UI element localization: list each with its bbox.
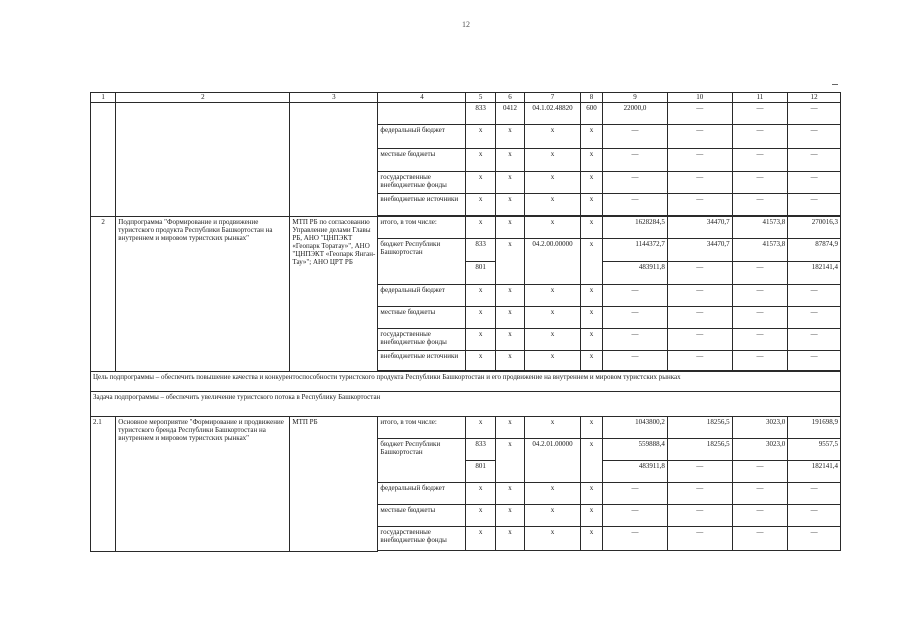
cell: — bbox=[732, 505, 788, 527]
table-row bbox=[91, 217, 841, 239]
cell: 1628284,5 bbox=[603, 217, 668, 239]
cell: x bbox=[580, 439, 602, 483]
cell: x bbox=[525, 505, 581, 527]
cell: x bbox=[580, 307, 602, 329]
cell: — bbox=[788, 483, 841, 505]
cell: x bbox=[580, 217, 602, 239]
header-cell: 10 bbox=[667, 93, 732, 103]
cell: x bbox=[466, 483, 495, 505]
source-cell: местные бюджеты bbox=[378, 149, 466, 172]
cell: 3023,0 bbox=[732, 417, 788, 439]
cell: — bbox=[788, 103, 841, 125]
executor-cell bbox=[290, 103, 378, 217]
cell: 483911,8 bbox=[603, 262, 668, 285]
source-cell: местные бюджеты bbox=[378, 307, 466, 329]
cell: x bbox=[495, 125, 524, 149]
cell: x bbox=[525, 527, 581, 551]
cell: 801 bbox=[466, 461, 495, 483]
cell: — bbox=[788, 505, 841, 527]
cell: 9557,5 bbox=[788, 439, 841, 461]
cell: — bbox=[667, 307, 732, 329]
cell: — bbox=[732, 103, 788, 125]
item-number-cell bbox=[91, 103, 116, 217]
header-cell: 5 bbox=[466, 93, 495, 103]
source-cell: итого, в том числе: bbox=[378, 417, 466, 439]
cell: 04.2.00.00000 bbox=[525, 239, 581, 285]
cell: — bbox=[667, 172, 732, 194]
cell: — bbox=[788, 307, 841, 329]
cell: x bbox=[580, 125, 602, 149]
cell: x bbox=[580, 285, 602, 307]
cell: x bbox=[495, 439, 524, 483]
cell: x bbox=[525, 483, 581, 505]
item-number-cell: 2.1 bbox=[91, 417, 116, 552]
cell: — bbox=[603, 149, 668, 172]
cell: x bbox=[495, 307, 524, 329]
cell: 1144372,7 bbox=[603, 239, 668, 262]
cell: — bbox=[788, 527, 841, 551]
cell: 0412 bbox=[495, 103, 524, 125]
cell: x bbox=[466, 307, 495, 329]
cell: x bbox=[525, 172, 581, 194]
cell: x bbox=[495, 417, 524, 439]
cell: 41573,8 bbox=[732, 239, 788, 262]
cell: 483911,8 bbox=[603, 461, 668, 483]
cell: — bbox=[732, 194, 788, 216]
cell: x bbox=[495, 527, 524, 551]
header-cell: 2 bbox=[116, 93, 290, 103]
source-cell: государственные внебюджетные фонды bbox=[378, 329, 466, 351]
cell: 3023,0 bbox=[732, 439, 788, 461]
cell: 41573,8 bbox=[732, 217, 788, 239]
header-cell: 7 bbox=[525, 93, 581, 103]
table-row bbox=[91, 417, 841, 439]
item-name-cell bbox=[116, 103, 290, 217]
cell: 18256,5 bbox=[667, 439, 732, 461]
source-cell: местные бюджеты bbox=[378, 505, 466, 527]
cell: — bbox=[788, 149, 841, 172]
cell: x bbox=[495, 172, 524, 194]
cell: — bbox=[667, 149, 732, 172]
cell: 34470,7 bbox=[667, 239, 732, 262]
header-cell: 6 bbox=[495, 93, 524, 103]
item-name-cell: Подпрограмма "Формирование и продвижение туристского продукта Республики Башкортостан на внутреннем и мировом туристских рынках" bbox=[116, 217, 290, 372]
cell: — bbox=[788, 194, 841, 216]
cell: — bbox=[603, 307, 668, 329]
cell: — bbox=[603, 527, 668, 551]
cell: x bbox=[580, 505, 602, 527]
cell: 04.2.01.00000 bbox=[525, 439, 581, 483]
cell: — bbox=[667, 103, 732, 125]
source-cell: федеральный бюджет bbox=[378, 285, 466, 307]
cell: x bbox=[580, 239, 602, 285]
cell: x bbox=[525, 329, 581, 351]
cell: — bbox=[603, 194, 668, 216]
cell: x bbox=[580, 329, 602, 351]
source-cell: внебюджетные источники bbox=[378, 351, 466, 371]
cell: x bbox=[525, 194, 581, 216]
source-cell: федеральный бюджет bbox=[378, 125, 466, 149]
cell: x bbox=[466, 285, 495, 307]
cell: x bbox=[466, 194, 495, 216]
cell: — bbox=[603, 172, 668, 194]
table-row bbox=[91, 103, 841, 125]
item-name-cell: Основное мероприятие "Формирование и продвижение туристского бренда Республики Башкортостан на внутреннем и мировом туристских рынках" bbox=[116, 417, 290, 552]
cell: x bbox=[466, 527, 495, 551]
cell: 270016,3 bbox=[788, 217, 841, 239]
source-cell: внебюджетные источники bbox=[378, 194, 466, 216]
cell: — bbox=[732, 285, 788, 307]
source-cell: государственные внебюджетные фонды bbox=[378, 172, 466, 194]
header-cell: 8 bbox=[580, 93, 602, 103]
source-cell: бюджет Республики Башкортостан bbox=[378, 439, 466, 483]
cell: — bbox=[667, 461, 732, 483]
cell: 833 bbox=[466, 239, 495, 262]
header-row bbox=[91, 93, 841, 103]
cell: x bbox=[466, 125, 495, 149]
cell: — bbox=[667, 527, 732, 551]
cell: x bbox=[495, 239, 524, 285]
cell: 04.1.02.48820 bbox=[525, 103, 581, 125]
header-cell: 12 bbox=[788, 93, 841, 103]
executor-cell: МТП РБ по согласованию Управление делами Главы РБ, АНО "ЦНПЭКТ «Геопарк Торатау»", АНО "ЦНПЭКТ «Геопарк Янган-Тау»"; АНО ЦРТ РБ bbox=[290, 217, 378, 372]
cell: x bbox=[580, 149, 602, 172]
cell: x bbox=[466, 149, 495, 172]
cell: 182141,4 bbox=[788, 262, 841, 285]
cell: x bbox=[466, 217, 495, 239]
cell: — bbox=[667, 194, 732, 216]
cell: — bbox=[732, 149, 788, 172]
cell: — bbox=[732, 307, 788, 329]
cell: x bbox=[495, 194, 524, 216]
header-cell: 3 bbox=[290, 93, 378, 103]
cell: x bbox=[580, 194, 602, 216]
cell: 191698,9 bbox=[788, 417, 841, 439]
cell: — bbox=[667, 351, 732, 371]
cell: 559888,4 bbox=[603, 439, 668, 461]
cell: — bbox=[732, 351, 788, 371]
cell: — bbox=[603, 483, 668, 505]
cell: — bbox=[732, 262, 788, 285]
cell: x bbox=[525, 285, 581, 307]
cell: — bbox=[788, 351, 841, 371]
cell: x bbox=[525, 125, 581, 149]
cell: 182141,4 bbox=[788, 461, 841, 483]
cell: x bbox=[525, 351, 581, 371]
cell: x bbox=[580, 483, 602, 505]
cell: x bbox=[580, 527, 602, 551]
subprogram-goal: Цель подпрограммы – обеспечить повышение качества и конкурентоспособности туристского продукта Республики Башкортостан и его продвижение на внутреннем и мировом туристских рынках bbox=[91, 372, 841, 392]
subprogram-task: Задача подпрограммы – обеспечить увеличение туристского потока в Республику Башкортостан bbox=[91, 392, 841, 417]
cell: x bbox=[495, 217, 524, 239]
header-cell: 1 bbox=[91, 93, 116, 103]
cell: 18256,5 bbox=[667, 417, 732, 439]
cell: — bbox=[732, 125, 788, 149]
header-cell: 4 bbox=[378, 93, 466, 103]
item-number-cell: 2 bbox=[91, 217, 116, 372]
cell: x bbox=[525, 217, 581, 239]
cell: — bbox=[603, 351, 668, 371]
source-cell: федеральный бюджет bbox=[378, 483, 466, 505]
cell: x bbox=[580, 351, 602, 371]
cell: 833 bbox=[466, 103, 495, 125]
cell: 34470,7 bbox=[667, 217, 732, 239]
cell: — bbox=[788, 329, 841, 351]
cell: x bbox=[525, 307, 581, 329]
cell: — bbox=[788, 125, 841, 149]
cell: — bbox=[667, 483, 732, 505]
cell: — bbox=[732, 527, 788, 551]
cell: — bbox=[732, 172, 788, 194]
cell: x bbox=[466, 505, 495, 527]
cell: x bbox=[580, 172, 602, 194]
source-cell: бюджет Республики Башкортостан bbox=[378, 239, 466, 285]
cell: — bbox=[603, 329, 668, 351]
cell: — bbox=[603, 505, 668, 527]
cell: — bbox=[667, 505, 732, 527]
page-number: 12 bbox=[462, 20, 470, 29]
cell: x bbox=[495, 483, 524, 505]
cell: — bbox=[732, 461, 788, 483]
cell: x bbox=[525, 149, 581, 172]
cell: x bbox=[466, 417, 495, 439]
cell: 87874,9 bbox=[788, 239, 841, 262]
source-cell bbox=[378, 103, 466, 125]
source-cell: итого, в том числе: bbox=[378, 217, 466, 239]
cell: 1043800,2 bbox=[603, 417, 668, 439]
cell: — bbox=[732, 483, 788, 505]
source-cell: государственные внебюджетные фонды bbox=[378, 527, 466, 551]
cell: x bbox=[580, 417, 602, 439]
cell: 833 bbox=[466, 439, 495, 461]
executor-cell: МТП РБ bbox=[290, 417, 378, 552]
budget-table bbox=[90, 92, 841, 552]
cell: — bbox=[667, 262, 732, 285]
table-row bbox=[91, 392, 841, 417]
corner-mark bbox=[832, 84, 838, 85]
cell: x bbox=[466, 172, 495, 194]
cell: x bbox=[495, 505, 524, 527]
cell: x bbox=[495, 351, 524, 371]
cell: — bbox=[667, 125, 732, 149]
cell: x bbox=[495, 149, 524, 172]
cell: x bbox=[495, 329, 524, 351]
cell: 801 bbox=[466, 262, 495, 285]
cell: — bbox=[788, 285, 841, 307]
cell: — bbox=[667, 329, 732, 351]
cell: — bbox=[732, 329, 788, 351]
cell: x bbox=[466, 329, 495, 351]
cell: — bbox=[788, 172, 841, 194]
cell: 600 bbox=[580, 103, 602, 125]
cell: — bbox=[603, 125, 668, 149]
table-row bbox=[91, 372, 841, 392]
cell: x bbox=[466, 351, 495, 371]
cell: 22000,0 bbox=[603, 103, 668, 125]
cell: — bbox=[603, 285, 668, 307]
cell: — bbox=[667, 285, 732, 307]
cell: x bbox=[495, 285, 524, 307]
cell: x bbox=[525, 417, 581, 439]
header-cell: 11 bbox=[732, 93, 788, 103]
header-cell: 9 bbox=[603, 93, 668, 103]
